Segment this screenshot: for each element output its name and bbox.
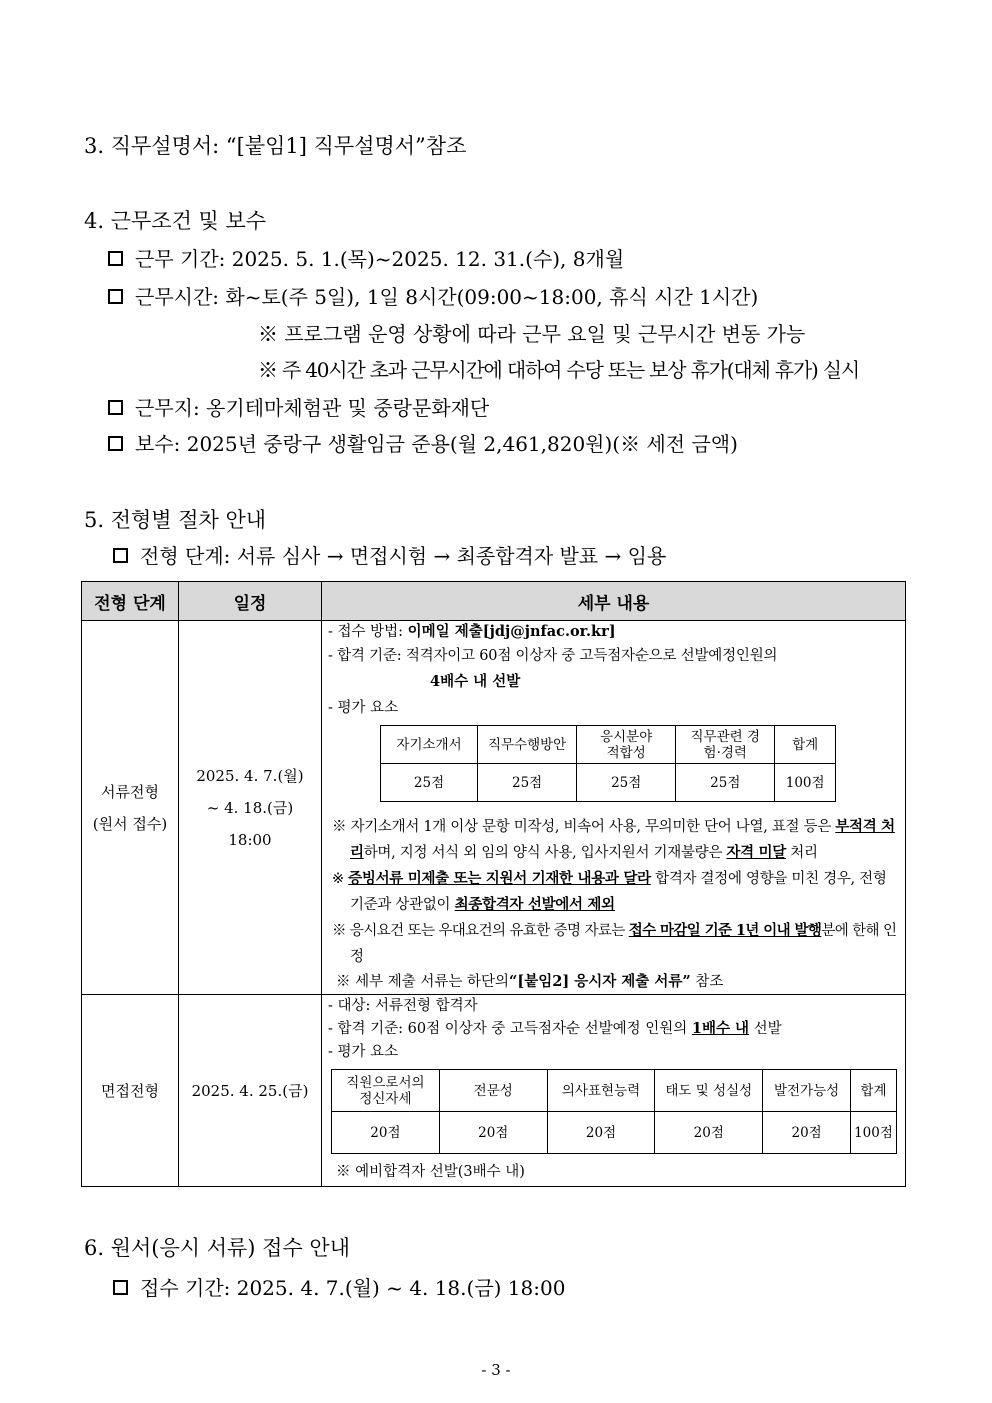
criteria-line: - 합격 기준: 적격자이고 60점 이상자 중 고득점자순으로 선발예정인원의: [328, 648, 778, 664]
schedule-cell: [179, 995, 322, 1187]
header-schedule: 일정: [179, 582, 322, 621]
selection-steps-item: [113, 540, 666, 569]
work-period-text: 근무 기간: 2025. 5. 1.(목)~2025. 12. 31.(수), 8개월: [135, 247, 625, 271]
eval-score: 20점: [763, 1112, 851, 1154]
application-period-text: 접수 기간: 2025. 4. 7.(월) ~ 4. 18.(금) 18:00: [140, 1276, 566, 1300]
pay-text: 보수: 2025년 중랑구 생활임금 준용(월 2,461,820원)(※ 세전 금액): [135, 432, 738, 456]
eval-header: 합계: [851, 1070, 897, 1112]
header-detail: 세부 내용: [322, 582, 906, 621]
eval-label: - 평가 요소: [328, 1044, 399, 1060]
schedule-time: 18:00: [228, 830, 272, 849]
method-email: 이메일 제출[jdj@jnfac.or.kr]: [407, 623, 616, 640]
header-stage: 전형 단계: [82, 582, 179, 621]
detail-cell: [322, 995, 906, 1187]
section-4-title: 4. 근무조건 및 보수: [84, 209, 267, 233]
eval-score: 25점: [577, 764, 676, 802]
method-line: - 접수 방법: 이메일 제출[jdj@jnfac.or.kr]: [328, 623, 616, 640]
work-hours-item: [108, 281, 758, 310]
schedule-end: ~ 4. 18.(금): [206, 798, 294, 817]
checkbox-bullet-icon: [113, 1280, 128, 1295]
criteria-line-2: 4배수 내 선발: [430, 673, 521, 690]
work-hours-note-1: ※ 프로그램 운영 상황에 따라 근무 요일 및 근무시간 변동 가능: [258, 322, 806, 346]
selection-steps-text: 전형 단계: 서류 심사 → 면접시험 → 최종합격자 발표 → 임용: [140, 544, 667, 568]
work-place-item: [108, 392, 489, 421]
detail-cell: [322, 621, 906, 995]
stage-cell: [82, 995, 179, 1187]
eval-score: 100점: [775, 764, 836, 802]
checkbox-bullet-icon: [108, 251, 123, 266]
section-5-title: 5. 전형별 절차 안내: [84, 508, 267, 532]
selection-table: [81, 581, 906, 1187]
eval-score: 25점: [676, 764, 775, 802]
eval-header: 직무관련 경험·경력: [676, 726, 775, 764]
eval-score: 20점: [439, 1112, 547, 1154]
table-header-row: [82, 582, 906, 621]
work-period-item: [108, 243, 624, 272]
note-reserve: ※ 예비합격자 선발(3배수 내): [336, 1164, 525, 1180]
stage-name: 면접전형: [101, 1081, 159, 1100]
section-6-title: 6. 원서(응시 서류) 접수 안내: [84, 1236, 350, 1260]
checkbox-bullet-icon: [108, 289, 123, 304]
stage-name: 서류전형: [101, 782, 159, 801]
eval-header: 직무수행방안: [478, 726, 577, 764]
eval-header: 전문성: [439, 1070, 547, 1112]
work-place-text: 근무지: 옹기테마체험관 및 중랑문화재단: [135, 396, 490, 420]
eval-score: 25점: [478, 764, 577, 802]
schedule-start: 2025. 4. 7.(월): [196, 766, 304, 785]
note-validity: ※ 응시요건 또는 우대요건의 유효한 증명 자료는 접수 마감일 기준 1년 이내 발행분에 한해 인정: [332, 922, 897, 965]
schedule-date: 2025. 4. 25.(금): [191, 1081, 309, 1100]
eval-score: 20점: [332, 1112, 440, 1154]
stage-sub: (원서 접수): [92, 814, 168, 833]
page-number: - 3 -: [481, 1361, 511, 1379]
eval-header: 응시분야 적합성: [577, 726, 676, 764]
pay-item: [108, 428, 738, 457]
eval-label: - 평가 요소: [328, 700, 399, 716]
checkbox-bullet-icon: [108, 400, 123, 415]
criteria-line: - 합격 기준: 60점 이상자 중 고득점자순 선발예정 인원의 1배수 내 선발: [328, 1020, 782, 1037]
eval-score: 100점: [851, 1112, 897, 1154]
note-documents: ※ 세부 제출 서류는 하단의“[붙임2] 응시자 제출 서류” 참조: [336, 973, 724, 990]
checkbox-bullet-icon: [108, 436, 123, 451]
note-evidence: ※ 증빙서류 미제출 또는 지원서 기재한 내용과 달라 합격자 결정에 영향을 미친 경우, 전형 기준과 상관없이 최종합격자 선발에서 제외: [332, 870, 887, 913]
eval-header: 의사표현능력: [547, 1070, 655, 1112]
schedule-cell: [179, 621, 322, 995]
eval-score: 20점: [547, 1112, 655, 1154]
work-hours-note-2: ※ 주 40시간 초과 근무시간에 대하여 수당 또는 보상 휴가(대체 휴가) 실시: [258, 358, 860, 382]
doc-eval-table: [380, 725, 836, 802]
interview-eval-table: [331, 1069, 897, 1154]
eval-header: 태도 및 성실성: [655, 1070, 763, 1112]
note-disqualify: ※ 자기소개서 1개 이상 문항 미작성, 비속어 사용, 무의미한 단어 나열, 표절 등은 부적격 처리하며, 지정 서식 외 임의 양식 사용, 입사지원서 기재불량은 자격 미달 처리: [332, 818, 895, 861]
application-period-item: [113, 1272, 565, 1301]
eval-header: 발전가능성: [763, 1070, 851, 1112]
checkbox-bullet-icon: [113, 548, 128, 563]
table-row-interview: [82, 995, 906, 1187]
eval-header: 합계: [775, 726, 836, 764]
section-3-title: 3. 직무설명서: “[붙임1] 직무설명서”참조: [84, 134, 467, 158]
eval-score: 25점: [381, 764, 478, 802]
work-hours-text: 근무시간: 화~토(주 5일), 1일 8시간(09:00~18:00, 휴식 시간 1시간): [135, 285, 759, 309]
eval-header: 직원으로서의 정신자세: [332, 1070, 440, 1112]
target-line: - 대상: 서류전형 합격자: [328, 998, 478, 1014]
eval-header: 자기소개서: [381, 726, 478, 764]
stage-cell: [82, 621, 179, 995]
table-row-document: [82, 621, 906, 995]
eval-score: 20점: [655, 1112, 763, 1154]
